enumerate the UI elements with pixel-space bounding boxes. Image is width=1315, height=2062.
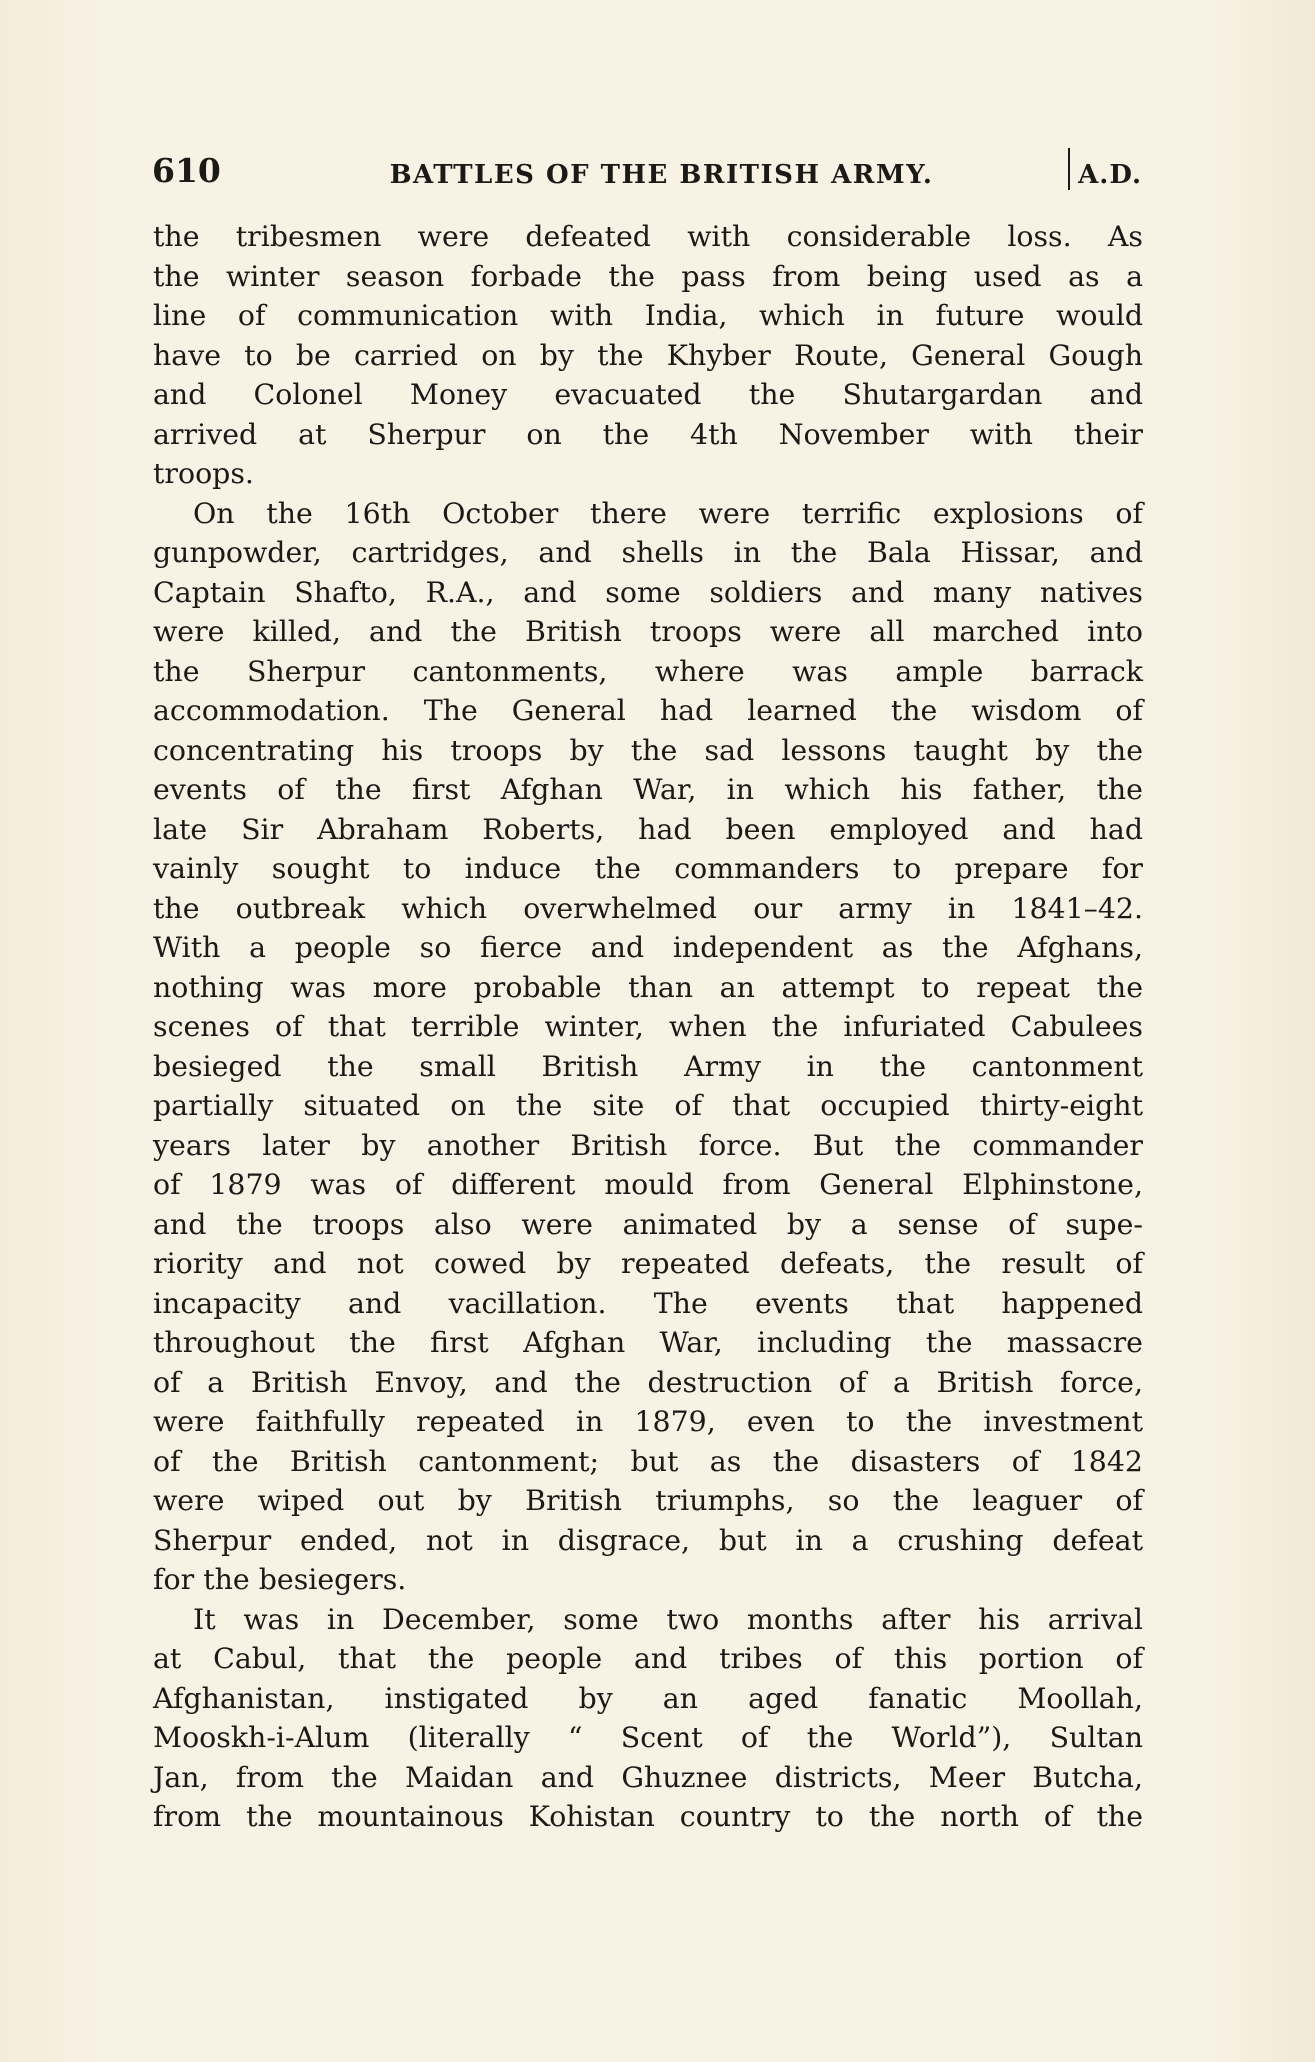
text-line: the Sherpur cantonments, where was ample barrack <box>153 654 1143 688</box>
text-line: With a people so fierce and independent as the Afghans, <box>153 931 1143 964</box>
text-line: It was in December, some two months after his arrival <box>193 1602 1143 1636</box>
text-line: were wiped out by British triumphs, so the leaguer of <box>153 1484 1143 1517</box>
text-line: On the 16th October there were terrific explosions of <box>193 496 1143 530</box>
text-line: of 1879 was of different mould from General Elphinstone, <box>153 1168 1143 1201</box>
text-line: scenes of that terrible winter, when the infuriated Cabulees <box>153 1010 1143 1043</box>
text-line: line of communication with India, which in future would <box>153 299 1143 332</box>
text-line: years later by another British force. But the commander <box>153 1128 1143 1162</box>
text-line: were faithfully repeated in 1879, even to the investment <box>153 1405 1143 1438</box>
text-line: nothing was more probable than an attempt to repeat the <box>153 970 1143 1004</box>
running-header <box>152 138 1142 190</box>
section-mark: A.D. <box>1068 148 1142 190</box>
text-line: arrived at Sherpur on the 4th November with their <box>153 417 1143 451</box>
text-line: events of the first Afghan War, in which his father, the <box>153 773 1143 806</box>
text-line: Jan, from the Maidan and Ghuznee districts, Meer Butcha, <box>153 1760 1143 1794</box>
text-line: the tribesmen were defeated with considerable loss. As <box>153 220 1143 253</box>
text-line: accommodation. The General had learned the wisdom of <box>153 694 1143 727</box>
text-line: and the troops also were animated by a sense of supe- <box>153 1207 1143 1241</box>
text-line: the outbreak which overwhelmed our army in 1841–42. <box>153 891 1143 925</box>
text-line: Captain Shafto, R.A., and some soldiers and many natives <box>153 575 1143 609</box>
text-line: from the mountainous Kohistan country to the north of the <box>153 1800 1143 1833</box>
body-text <box>153 217 1143 1837</box>
running-title: BATTLES OF THE BRITISH ARMY. <box>389 160 934 190</box>
text-line: riority and not cowed by repeated defeats, the result of <box>153 1247 1143 1280</box>
text-line: of the British cantonment; but as the disasters of 1842 <box>153 1444 1143 1478</box>
text-line: have to be carried on by the Khyber Route, General Gough <box>153 338 1143 372</box>
text-line: and Colonel Money evacuated the Shutargardan and <box>153 378 1143 411</box>
text-line: besieged the small British Army in the cantonment <box>153 1049 1143 1083</box>
page-number: 610 <box>152 151 221 190</box>
text-line: troops. <box>153 457 254 490</box>
text-line: throughout the first Afghan War, including the massacre <box>153 1326 1143 1359</box>
text-line: Afghanistan, instigated by an aged fanatic Moollah, <box>153 1681 1143 1715</box>
text-line: late Sir Abraham Roberts, had been employed and had <box>153 812 1143 846</box>
text-line: the winter season forbade the pass from being used as a <box>153 259 1143 293</box>
text-line: for the besiegers. <box>153 1563 407 1596</box>
text-line: partially situated on the site of that occupied thirty-eight <box>153 1089 1143 1122</box>
text-line: gunpowder, cartridges, and shells in the Bala Hissar, and <box>153 536 1143 569</box>
text-line: vainly sought to induce the commanders to prepare for <box>153 852 1143 885</box>
text-line: incapacity and vacillation. The events that happened <box>153 1286 1143 1320</box>
text-line: Mooskh-i-Alum (literally “ Scent of the World”), Sultan <box>153 1721 1143 1754</box>
text-line: of a British Envoy, and the destruction of a British force, <box>153 1365 1143 1399</box>
text-line: were killed, and the British troops were all marched into <box>153 615 1143 648</box>
text-line: Sherpur ended, not in disgrace, but in a crushing defeat <box>153 1523 1143 1557</box>
text-line: concentrating his troops by the sad lessons taught by the <box>153 733 1143 767</box>
text-line: at Cabul, that the people and tribes of this portion of <box>153 1642 1143 1675</box>
